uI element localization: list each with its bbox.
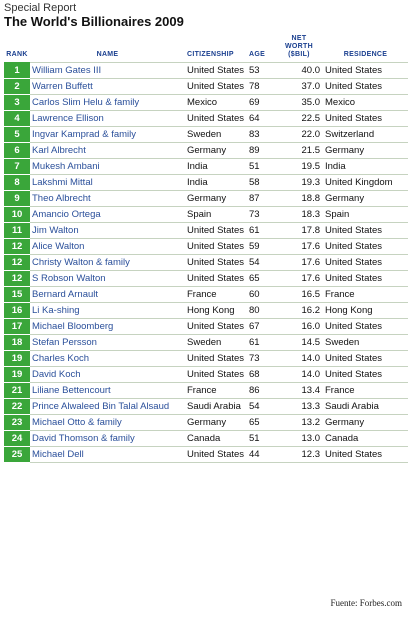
citizenship-cell: United States (185, 447, 247, 463)
table-row (4, 447, 408, 463)
report-title: The World's Billionaires 2009 (4, 14, 184, 29)
net-worth-cell: 13.0 (275, 431, 323, 447)
name-cell: Prince Alwaleed Bin Talal Alsaud (30, 399, 185, 415)
rank-cell: 19 (4, 351, 30, 367)
table-row (4, 175, 408, 191)
table-body (4, 63, 408, 463)
citizenship-cell: India (185, 175, 247, 191)
table-row (4, 351, 408, 367)
net-worth-cell: 14.5 (275, 335, 323, 351)
citizenship-cell: Sweden (185, 335, 247, 351)
table-row (4, 239, 408, 255)
rank-cell: 15 (4, 287, 30, 303)
citizenship-cell: Germany (185, 415, 247, 431)
billionaires-table (4, 34, 408, 463)
citizenship-cell: Mexico (185, 95, 247, 111)
name-cell: David Thomson & family (30, 431, 185, 447)
name-cell: Li Ka-shing (30, 303, 185, 319)
age-cell: 65 (247, 415, 275, 431)
age-cell: 87 (247, 191, 275, 207)
table-row (4, 95, 408, 111)
column-header-net-worth: NET WORTH ($BIL) (285, 35, 313, 58)
rank-cell: 21 (4, 383, 30, 399)
rank-cell: 22 (4, 399, 30, 415)
name-cell: Michael Dell (30, 447, 185, 463)
table-row (4, 191, 408, 207)
age-cell: 64 (247, 111, 275, 127)
residence-cell: Sweden (323, 335, 408, 351)
name-cell: Lawrence Ellison (30, 111, 185, 127)
age-cell: 65 (247, 271, 275, 287)
residence-cell: Mexico (323, 95, 408, 111)
name-cell: Amancio Ortega (30, 207, 185, 223)
citizenship-cell: United States (185, 271, 247, 287)
age-cell: 59 (247, 239, 275, 255)
rank-cell: 8 (4, 175, 30, 191)
citizenship-cell: Hong Kong (185, 303, 247, 319)
name-cell: Carlos Slim Helu & family (30, 95, 185, 111)
citizenship-cell: United States (185, 239, 247, 255)
citizenship-cell: Sweden (185, 127, 247, 143)
age-cell: 73 (247, 207, 275, 223)
age-cell: 51 (247, 159, 275, 175)
residence-cell: United States (323, 111, 408, 127)
net-worth-cell: 12.3 (275, 447, 323, 463)
citizenship-cell: United States (185, 63, 247, 79)
rank-cell: 23 (4, 415, 30, 431)
name-cell: S Robson Walton (30, 271, 185, 287)
billionaires-report (4, 2, 408, 463)
age-cell: 80 (247, 303, 275, 319)
citizenship-cell: United States (185, 319, 247, 335)
net-worth-cell: 17.6 (275, 271, 323, 287)
residence-cell: United States (323, 271, 408, 287)
name-cell: Lakshmi Mittal (30, 175, 185, 191)
rank-cell: 12 (4, 239, 30, 255)
residence-cell: United States (323, 319, 408, 335)
citizenship-cell: United States (185, 111, 247, 127)
residence-cell: Hong Kong (323, 303, 408, 319)
table-row (4, 431, 408, 447)
net-worth-cell: 18.8 (275, 191, 323, 207)
table-row (4, 63, 408, 79)
age-cell: 51 (247, 431, 275, 447)
rank-cell: 6 (4, 143, 30, 159)
rank-cell: 18 (4, 335, 30, 351)
age-cell: 89 (247, 143, 275, 159)
residence-cell: United States (323, 447, 408, 463)
age-cell: 67 (247, 319, 275, 335)
net-worth-cell: 21.5 (275, 143, 323, 159)
net-worth-cell: 18.3 (275, 207, 323, 223)
citizenship-cell: Canada (185, 431, 247, 447)
rank-cell: 4 (4, 111, 30, 127)
residence-cell: Germany (323, 415, 408, 431)
age-cell: 61 (247, 335, 275, 351)
citizenship-cell: Germany (185, 143, 247, 159)
rank-cell: 24 (4, 431, 30, 447)
report-kicker: Special Report (4, 2, 77, 14)
rank-cell: 10 (4, 207, 30, 223)
age-cell: 86 (247, 383, 275, 399)
rank-cell: 2 (4, 79, 30, 95)
name-cell: Stefan Persson (30, 335, 185, 351)
column-header-citizenship: CITIZENSHIP (187, 51, 234, 58)
rank-cell: 12 (4, 271, 30, 287)
age-cell: 54 (247, 255, 275, 271)
table-row (4, 255, 408, 271)
residence-cell: Germany (323, 143, 408, 159)
citizenship-cell: United States (185, 367, 247, 383)
name-cell: Karl Albrecht (30, 143, 185, 159)
age-cell: 53 (247, 63, 275, 79)
net-worth-cell: 16.5 (275, 287, 323, 303)
rank-cell: 11 (4, 223, 30, 239)
citizenship-cell: United States (185, 223, 247, 239)
name-cell: Charles Koch (30, 351, 185, 367)
table-row (4, 111, 408, 127)
age-cell: 58 (247, 175, 275, 191)
age-cell: 83 (247, 127, 275, 143)
residence-cell: United States (323, 367, 408, 383)
residence-cell: France (323, 383, 408, 399)
net-worth-cell: 14.0 (275, 367, 323, 383)
residence-cell: United Kingdom (323, 175, 408, 191)
net-worth-cell: 19.3 (275, 175, 323, 191)
net-worth-cell: 14.0 (275, 351, 323, 367)
name-cell: Bernard Arnault (30, 287, 185, 303)
age-cell: 60 (247, 287, 275, 303)
name-cell: Christy Walton & family (30, 255, 185, 271)
net-worth-cell: 17.8 (275, 223, 323, 239)
name-cell: Jim Walton (30, 223, 185, 239)
rank-cell: 9 (4, 191, 30, 207)
residence-cell: United States (323, 255, 408, 271)
residence-cell: Saudi Arabia (323, 399, 408, 415)
age-cell: 61 (247, 223, 275, 239)
table-row (4, 303, 408, 319)
residence-cell: United States (323, 351, 408, 367)
age-cell: 69 (247, 95, 275, 111)
citizenship-cell: Saudi Arabia (185, 399, 247, 415)
column-header-residence: RESIDENCE (343, 51, 388, 58)
age-cell: 73 (247, 351, 275, 367)
net-worth-cell: 37.0 (275, 79, 323, 95)
net-worth-cell: 13.2 (275, 415, 323, 431)
rank-cell: 19 (4, 367, 30, 383)
citizenship-cell: India (185, 159, 247, 175)
name-cell: David Koch (30, 367, 185, 383)
age-cell: 78 (247, 79, 275, 95)
table-row (4, 159, 408, 175)
name-cell: Warren Buffett (30, 79, 185, 95)
name-cell: William Gates III (30, 63, 185, 79)
residence-cell: United States (323, 79, 408, 95)
table-row (4, 79, 408, 95)
net-worth-cell: 40.0 (275, 63, 323, 79)
table-row (4, 319, 408, 335)
source-credit: Fuente: Forbes.com (330, 598, 402, 608)
name-cell: Mukesh Ambani (30, 159, 185, 175)
residence-cell: United States (323, 223, 408, 239)
residence-cell: United States (323, 63, 408, 79)
name-cell: Theo Albrecht (30, 191, 185, 207)
citizenship-cell: United States (185, 351, 247, 367)
column-header-age: AGE (249, 51, 266, 58)
table-row (4, 367, 408, 383)
citizenship-cell: France (185, 383, 247, 399)
net-worth-cell: 19.5 (275, 159, 323, 175)
citizenship-cell: France (185, 287, 247, 303)
column-header-name: NAME (96, 51, 119, 58)
table-row (4, 207, 408, 223)
table-row (4, 335, 408, 351)
name-cell: Alice Walton (30, 239, 185, 255)
table-row (4, 399, 408, 415)
net-worth-cell: 22.0 (275, 127, 323, 143)
table-row (4, 287, 408, 303)
age-cell: 68 (247, 367, 275, 383)
table-row (4, 127, 408, 143)
table-row (4, 271, 408, 287)
residence-cell: Switzerland (323, 127, 408, 143)
table-row (4, 383, 408, 399)
net-worth-cell: 17.6 (275, 239, 323, 255)
name-cell: Michael Otto & family (30, 415, 185, 431)
citizenship-cell: United States (185, 79, 247, 95)
rank-cell: 16 (4, 303, 30, 319)
net-worth-cell: 22.5 (275, 111, 323, 127)
age-cell: 44 (247, 447, 275, 463)
residence-cell: Spain (323, 207, 408, 223)
residence-cell: India (323, 159, 408, 175)
rank-cell: 25 (4, 447, 30, 463)
residence-cell: United States (323, 239, 408, 255)
rank-cell: 1 (4, 63, 30, 79)
net-worth-cell: 13.3 (275, 399, 323, 415)
column-header-rank: RANK (6, 51, 28, 58)
rank-cell: 7 (4, 159, 30, 175)
net-worth-cell: 17.6 (275, 255, 323, 271)
rank-cell: 12 (4, 255, 30, 271)
table-row (4, 223, 408, 239)
net-worth-cell: 16.0 (275, 319, 323, 335)
residence-cell: Canada (323, 431, 408, 447)
rank-cell: 5 (4, 127, 30, 143)
rank-cell: 17 (4, 319, 30, 335)
table-row (4, 143, 408, 159)
name-cell: Michael Bloomberg (30, 319, 185, 335)
name-cell: Ingvar Kamprad & family (30, 127, 185, 143)
net-worth-cell: 35.0 (275, 95, 323, 111)
citizenship-cell: Germany (185, 191, 247, 207)
residence-cell: France (323, 287, 408, 303)
net-worth-cell: 13.4 (275, 383, 323, 399)
age-cell: 54 (247, 399, 275, 415)
citizenship-cell: United States (185, 255, 247, 271)
table-row (4, 415, 408, 431)
rank-cell: 3 (4, 95, 30, 111)
citizenship-cell: Spain (185, 207, 247, 223)
name-cell: Liliane Bettencourt (30, 383, 185, 399)
residence-cell: Germany (323, 191, 408, 207)
net-worth-cell: 16.2 (275, 303, 323, 319)
table-header-row (4, 34, 408, 63)
